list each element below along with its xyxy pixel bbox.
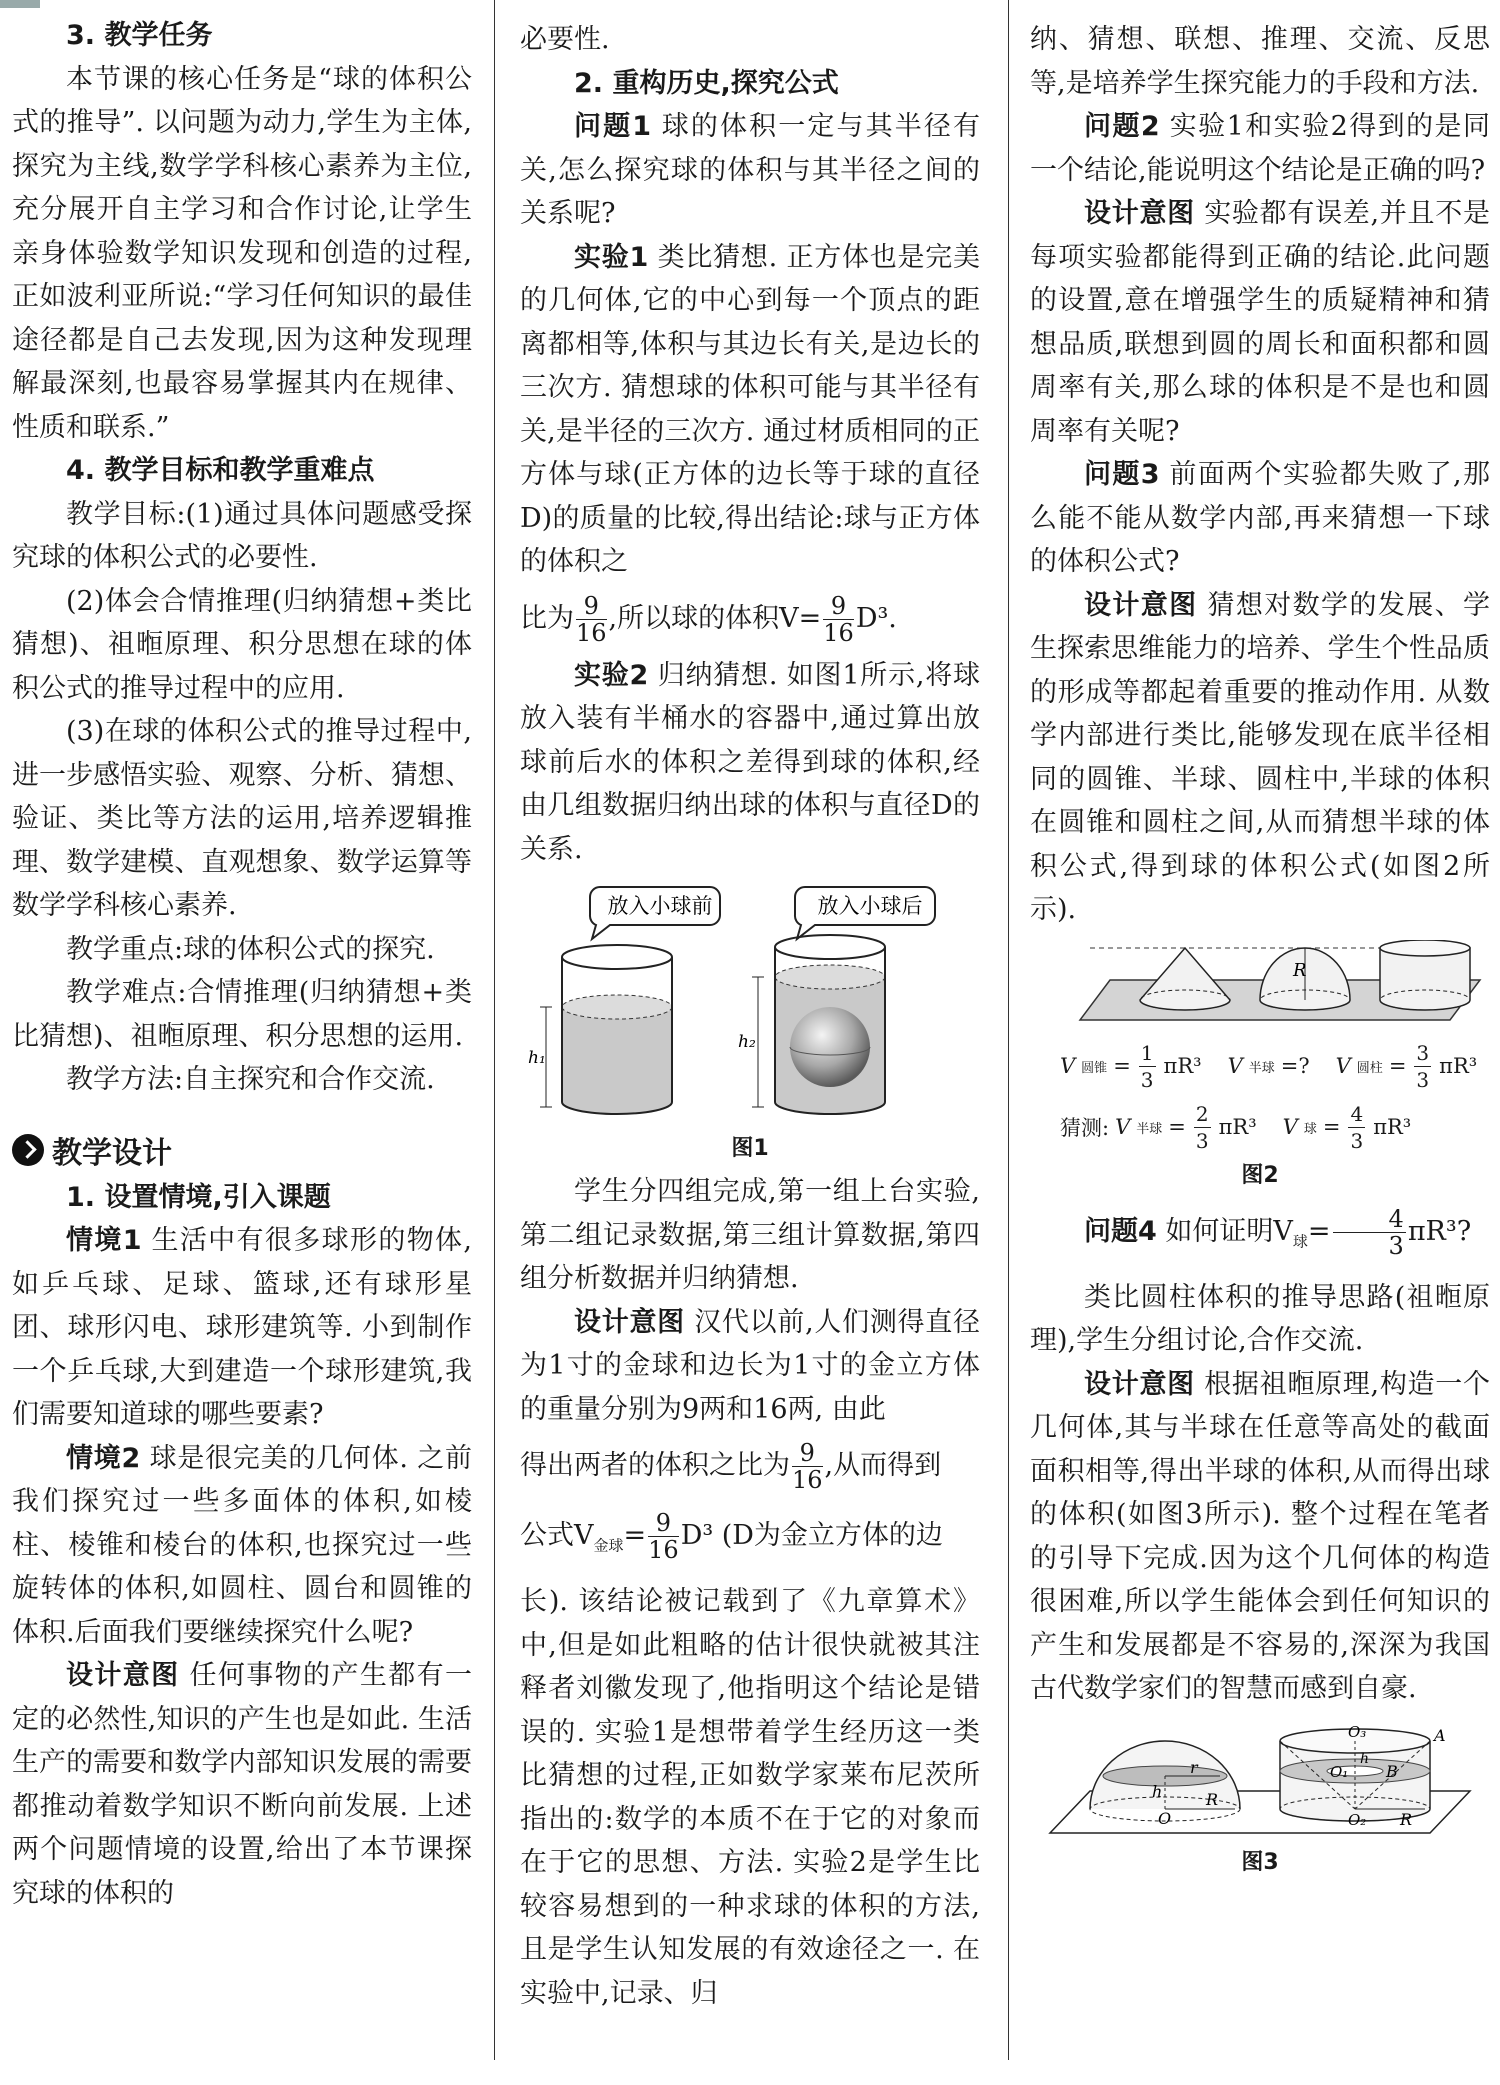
formula-v: V	[1115, 1115, 1131, 1139]
label-h: h	[1152, 1781, 1163, 1801]
text-equals: =	[623, 1520, 647, 1551]
paragraph-scenario-2	[12, 1437, 472, 1655]
text-design-1: 任何事物的产生都有一定的必然性,知识的产生也是如此. 生活生产的需要和数学内部知识发展的需要都推动着数学知识不断向前发展. 上述两个问题情境的设置,给出了本节课探究球的体积的	[12, 1660, 472, 1909]
cylinder	[1380, 940, 1470, 1010]
formula-v: V	[1335, 1054, 1351, 1078]
fraction-2-3	[1194, 1101, 1211, 1154]
label-r: r	[1190, 1757, 1198, 1777]
column-2	[520, 0, 980, 2085]
fraction-4-3	[1333, 1206, 1406, 1259]
text-problem-2: 实验1和实验2得到的是同一个结论,能说明这个结论是正确的吗?	[1030, 111, 1490, 186]
text-d-cubed: D³.	[855, 602, 897, 634]
paragraph-analogy: 类比圆柱体积的推导思路(祖暅原理),学生分组讨论,合作交流.	[1030, 1281, 1490, 1357]
formula-pi-r3: πR³	[1218, 1115, 1257, 1139]
formula-unknown: =?	[1280, 1054, 1310, 1078]
figure-2-solids	[1030, 940, 1490, 1030]
paragraph-design-2	[520, 1301, 980, 1432]
hemisphere	[1260, 948, 1350, 1010]
label-design-2: 设计意图	[574, 1306, 685, 1338]
text-design-3: 实验都有误差,并且不是每项实验都能得到正确的结论.此问题的设置,意在增强学生的质疑精神和猜想品质,联想到圆的周长和面积都和圆周率有关,那么球的体积是不是也和圆周率有关呢?	[1030, 198, 1490, 447]
subscript-gold-ball: 金球	[593, 1536, 624, 1555]
fraction-9-16	[576, 593, 607, 646]
label-R: R	[1293, 959, 1307, 981]
label-design-1: 设计意图	[66, 1660, 180, 1691]
fraction-denominator: 16	[648, 1536, 679, 1564]
text-scenario-1: 生活中有很多球形的物体,如乒乓球、足球、篮球,还有球形星团、球形闪电、球形建筑等. 小到制作一个乒乓球,大到建造一个球形建筑,我们需要知道球的哪些要素?	[12, 1225, 472, 1430]
fraction-numerator: 9	[792, 1440, 823, 1467]
formula-pi-r3: πR³	[1439, 1054, 1478, 1078]
fraction-1-3	[1139, 1040, 1156, 1093]
label-B: B	[1386, 1761, 1398, 1781]
fraction-denominator: 16	[823, 618, 854, 647]
heading-teaching-task: 3. 教学任务	[66, 20, 213, 51]
section-heading	[12, 1128, 472, 1172]
label-after: 放入小球后	[817, 894, 923, 918]
subscript-sphere: 球	[1292, 1231, 1308, 1250]
text-volume-prefix: ,所以球的体积V=	[608, 602, 822, 634]
fraction-numerator: 4	[1350, 1101, 1364, 1126]
label-R-cyl: R	[1400, 1809, 1413, 1829]
formula-v: V	[1060, 1054, 1076, 1078]
formula-eq: =	[1168, 1115, 1186, 1139]
section-title: 教学设计	[52, 1135, 172, 1171]
paragraph-key-point: 教学重点:球的体积公式的探究.	[66, 933, 435, 965]
label-problem-1: 问题1	[574, 111, 652, 142]
label-scenario-2: 情境2	[66, 1442, 141, 1474]
paragraph-goal-1: 教学目标:(1)通过具体问题感受探究球的体积公式的必要性.	[12, 498, 472, 573]
fraction-denominator: 3	[1416, 1067, 1430, 1092]
figure-1-cylinders	[520, 877, 980, 1127]
text-ratio: 得出两者的体积之比为	[520, 1450, 790, 1481]
cylinder-before	[528, 945, 672, 1114]
fraction-3-3	[1414, 1040, 1431, 1093]
text-design-4: 猜想对数学的发展、学生探索思维能力的培养、学生个性品质的形成等都起着重要的推动作用. 从数学内部进行类比,能够发现在底半径相同的圆锥、半球、圆柱中,半球的体积在圆锥和圆柱之间,从而猜想半球的体积公式,得到球的体积公式(如图2所示).	[1030, 589, 1490, 925]
paragraph-problem-1	[520, 105, 980, 236]
column-rule	[1008, 0, 1009, 2060]
label-experiment-1: 实验1	[574, 241, 649, 273]
label-problem-2: 问题2	[1084, 111, 1160, 142]
heading-setting: 1. 设置情境,引入课题	[66, 1181, 331, 1213]
fraction-numerator: 3	[1416, 1040, 1430, 1065]
text-design-5: 根据祖暅原理,构造一个几何体,其与半球在任意等高处的截面面积相等,得出半球的体积,从而得出球的体积(如图3所示). 整个过程在笔者的引导下完成.因为这个几何体的构造很困难,所以学生能体会到任何知识的产生和发展都是不容易的,深深为我国古代数学家们的智慧而感到自豪.	[1030, 1368, 1490, 1705]
label-O1: O₁	[1330, 1762, 1349, 1781]
fraction-9-16	[792, 1440, 823, 1493]
label-O: O	[1158, 1808, 1172, 1828]
formula-line-2	[520, 1431, 980, 1501]
label-experiment-2: 实验2	[574, 659, 649, 691]
subscript-cone: 圆锥	[1081, 1060, 1108, 1076]
figure-2-caption: 图2	[1241, 1162, 1279, 1188]
formula-eq: =	[1388, 1054, 1407, 1078]
subscript-hemisphere: 半球	[1248, 1060, 1275, 1076]
paragraph-design-3	[1030, 192, 1490, 453]
label-A: A	[1434, 1725, 1446, 1745]
formula-v: V	[1282, 1115, 1298, 1139]
subscript-sphere: 球	[1303, 1121, 1317, 1137]
fraction-denominator: 3	[1350, 1128, 1364, 1153]
formula-eq: =	[1322, 1115, 1341, 1139]
fraction-numerator: 9	[648, 1510, 679, 1537]
label-design-5: 设计意图	[1084, 1368, 1195, 1400]
text-problem-4: 如何证明V	[1156, 1215, 1293, 1247]
fraction-9-16	[648, 1510, 679, 1563]
paragraph-problem-3	[1030, 453, 1490, 584]
paragraph-experiment-2	[520, 654, 980, 872]
heading-reconstruct: 2. 重构历史,探究公式	[574, 67, 839, 99]
fraction-4-3	[1348, 1101, 1365, 1154]
text-experiment-1: 类比猜想. 正方体也是完美的几何体,它的中心到每一个顶点的距离都相等,体积与其边长有关,是边长的三次方. 猜想球的体积可能与其半径有关,是半径的三次方. 通过材质相同的正方体与球(正方体的边长等于球的直径D)的质量的比较,得出结论:球与正方体的体积之	[520, 241, 980, 577]
label-before: 放入小球前	[607, 894, 713, 918]
formula-line-1	[520, 584, 980, 654]
fraction-numerator: 4	[1333, 1206, 1406, 1233]
label-h1: h₁	[528, 1048, 546, 1068]
section-arrow-icon	[12, 1134, 44, 1166]
cylinder-minus-cone	[1280, 1723, 1446, 1829]
bubble-after	[795, 887, 935, 939]
paragraph-difficulty: 教学难点:合情推理(归纳猜想+类比猜想)、祖暅原理、积分思想的运用.	[12, 977, 472, 1052]
text-design-2: 汉代以前,人们测得直径为1寸的金球和边长为1寸的金立方体的重量分别为9两和16两, 由此	[520, 1306, 980, 1425]
figure-3-caption: 图3	[1241, 1849, 1279, 1875]
fraction-numerator: 9	[576, 593, 607, 620]
formula-v: V	[1227, 1054, 1243, 1078]
paragraph-continued-3: 纳、猜想、联想、推理、交流、反思等,是培养学生探究能力的手段和方法.	[1030, 24, 1490, 99]
fraction-numerator: 2	[1195, 1101, 1209, 1126]
paragraph-design-1	[12, 1654, 472, 1915]
text-pi-r3: πR³?	[1407, 1215, 1472, 1247]
fraction-numerator: 1	[1140, 1040, 1154, 1065]
label-O3: O₃	[1348, 1722, 1367, 1741]
formula-eq: =	[1113, 1054, 1131, 1078]
paragraph-scenario-1	[12, 1219, 472, 1437]
subscript-cylinder: 圆柱	[1356, 1060, 1383, 1076]
fraction-denominator: 16	[576, 618, 607, 647]
text-problem-3: 前面两个实验都失败了,那么能不能从数学内部,再来猜想一下球的体积公式?	[1030, 459, 1490, 577]
text-d-note: D³ (D为金立方体的边	[680, 1520, 943, 1551]
paragraph-goal-3: (3)在球的体积公式的推导过程中,进一步感悟实验、观察、分析、猜想、验证、类比等方法的运用,培养逻辑推理、数学建模、直观想象、数学运算等数学学科核心素养.	[12, 716, 472, 921]
label-problem-4: 问题4	[1084, 1215, 1157, 1247]
paragraph-continued: 必要性.	[520, 24, 610, 55]
figure-3-zu-geng	[1030, 1721, 1490, 1841]
formula-pi-r3: πR³	[1163, 1054, 1202, 1078]
column-rule	[494, 0, 495, 2060]
paragraph-method: 教学方法:自主探究和合作交流.	[66, 1064, 435, 1095]
formula-line-3	[520, 1501, 980, 1580]
paragraph-groups: 学生分四组完成,第一组上台实验,第二组记录数据,第三组计算数据,第四组分析数据并归纳猜想.	[520, 1176, 980, 1294]
figure-2-guess	[1030, 1101, 1490, 1154]
label-h-cyl: h	[1360, 1750, 1370, 1767]
fraction-denominator: 3	[1388, 1231, 1404, 1260]
paragraph-experiment-1	[520, 236, 980, 584]
fraction-denominator: 3	[1140, 1067, 1154, 1092]
fraction-numerator: 9	[823, 593, 854, 620]
paragraph-design-4	[1030, 584, 1490, 932]
paragraph-task: 本节课的核心任务是“球的体积公式的推导”. 以问题为动力,学生为主体,探究为主线,数学学科核心素养为主位,充分展开自主学习和合作讨论,让学生亲身体验数学知识发现和创造的过程,正如波利亚所说:“学习任何知识的最佳途径都是自己去发现,因为这种发现理解最深刻,也最容易掌握其内在规律、性质和联系.”	[12, 63, 472, 443]
figure-2-formulas	[1030, 1040, 1490, 1093]
text-thus: ,从而得到	[824, 1450, 942, 1481]
fraction-9-16	[823, 593, 854, 646]
text-scenario-2: 球是很完美的几何体. 之前我们探究过一些多面体的体积,如棱柱、棱锥和棱台的体积,也探究过一些旋转体的体积,如圆柱、圆台和圆锥的体积.后面我们要继续探究什么呢?	[12, 1442, 472, 1648]
column-3	[1030, 0, 1490, 2085]
paragraph-problem-4	[1030, 1197, 1490, 1276]
fraction-denominator: 16	[792, 1466, 823, 1494]
paragraph-design-2-rest: 长). 该结论被记载到了《九章算术》中,但是如此粗略的估计很快就被其注释者刘徽发现了,他指明这个结论是错误的. 实验1是想带着学生经历这一类比猜想的过程,正如数学家莱布尼茨所指出的:数学的本质不在于它的对象而在于它的思想、方法. 实验2是学生比较容易想到的一种求球的体积的方法,且是学生认知发展的有效途径之一. 在实验中,记录、归	[520, 1586, 980, 2009]
label-h2: h₂	[738, 1032, 756, 1052]
guess-label: 猜测:	[1060, 1116, 1110, 1140]
paragraph-design-5	[1030, 1363, 1490, 1711]
text-ratio-prefix: 比为	[520, 602, 574, 634]
text-equals: =	[1307, 1215, 1331, 1247]
column-1	[12, 0, 472, 2085]
heading-goals: 4. 教学目标和教学重难点	[66, 455, 375, 486]
label-problem-3: 问题3	[1084, 459, 1160, 490]
text-problem-1: 球的体积一定与其半径有关,怎么探究球的体积与其半径之间的关系呢?	[520, 111, 980, 229]
bubble-before	[590, 887, 720, 939]
cone	[1140, 948, 1230, 1010]
label-scenario-1: 情境1	[66, 1225, 142, 1256]
label-design-3: 设计意图	[1084, 198, 1195, 229]
subscript-hemisphere: 半球	[1136, 1121, 1163, 1137]
label-R-hemi: R	[1206, 1789, 1219, 1809]
formula-pi-r3: πR³	[1373, 1115, 1412, 1139]
figure-1-caption: 图1	[731, 1136, 769, 1161]
fraction-denominator: 3	[1195, 1128, 1209, 1153]
text-formula-v: 公式V	[520, 1520, 594, 1551]
ball	[790, 1007, 870, 1087]
text-experiment-2: 归纳猜想. 如图1所示,将球放入装有半桶水的容器中,通过算出放球前后水的体积之差得到球的体积,经由几组数据归纳出球的体积与直径D的关系.	[520, 659, 980, 865]
cylinder-after	[738, 935, 885, 1114]
paragraph-problem-2	[1030, 105, 1490, 192]
paragraph-goal-2: (2)体会合情推理(归纳猜想+类比猜想)、祖暅原理、积分思想在球的体积公式的推导过程中的应用.	[12, 585, 472, 704]
label-O2: O₂	[1348, 1810, 1367, 1829]
label-design-4: 设计意图	[1084, 589, 1198, 621]
